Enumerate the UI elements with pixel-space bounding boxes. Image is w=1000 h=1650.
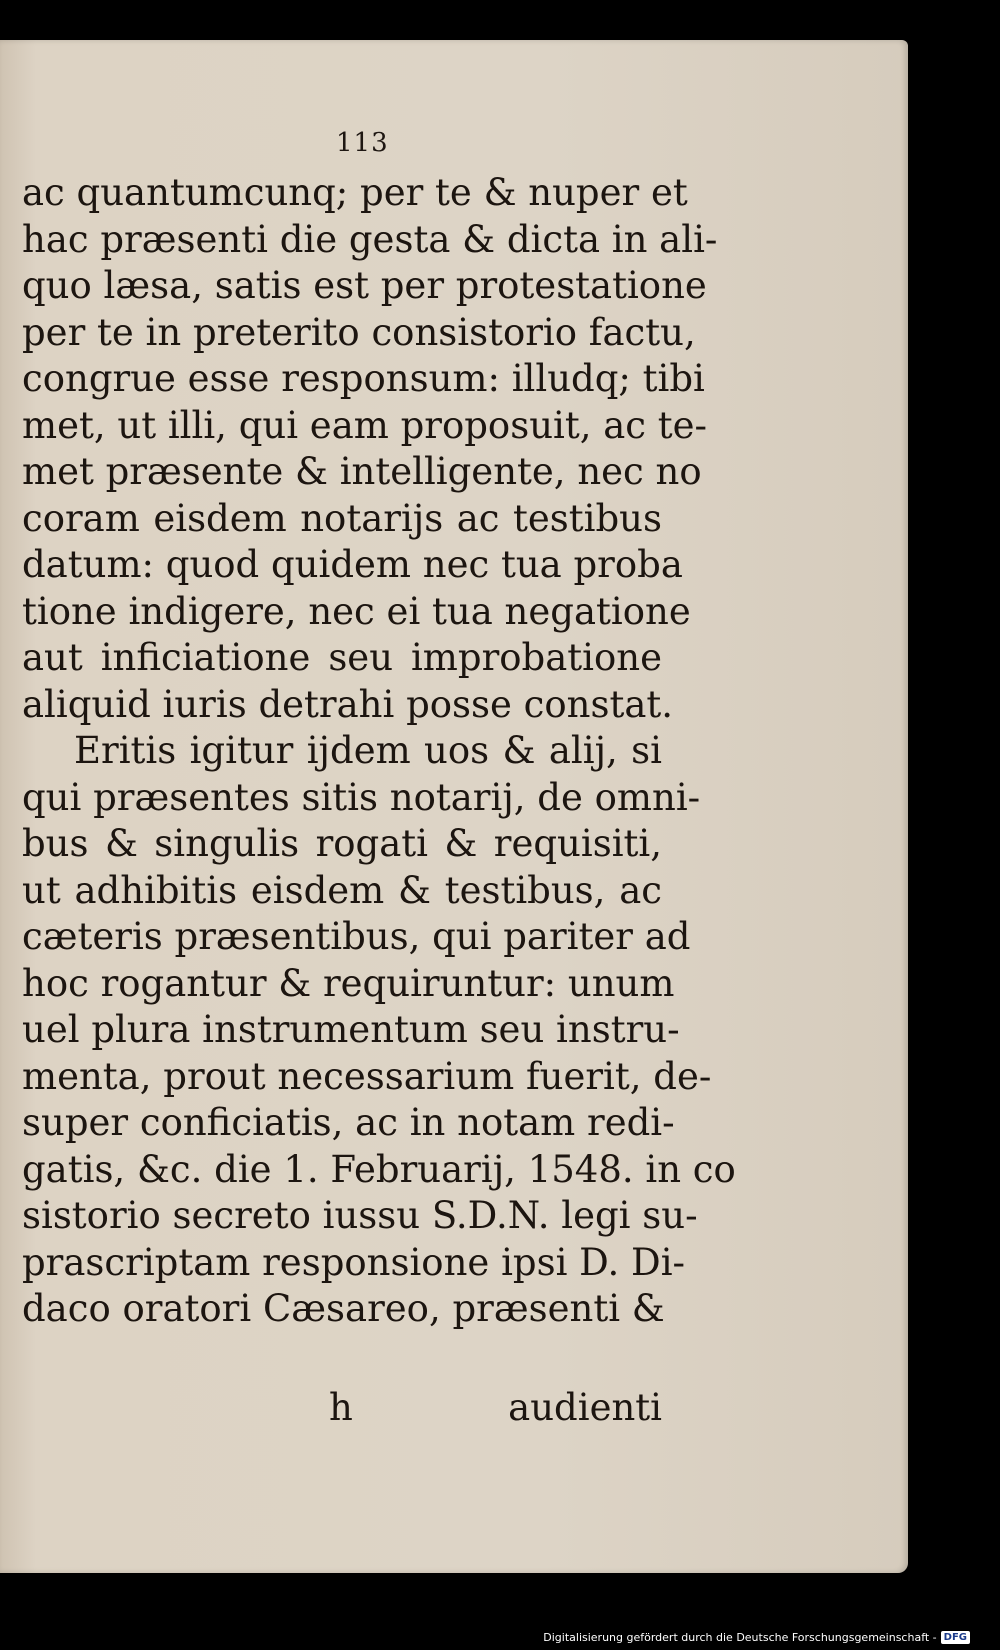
book-page bbox=[0, 40, 908, 1573]
text-line: qui præsentes sitis notarij, de omni- bbox=[22, 775, 701, 819]
page-number: 113 bbox=[336, 128, 389, 158]
dfg-logo: DFG bbox=[941, 1631, 970, 1644]
text-line: tione indigere, nec ei tua negatione bbox=[22, 589, 691, 633]
text-line: prascriptam responsione ipsi D. Di- bbox=[22, 1240, 686, 1284]
text-line: Eritis igitur ijdem uos & alij, si bbox=[74, 729, 662, 772]
text-line: sistorio secreto iussu S.D.N. legi su- bbox=[22, 1194, 698, 1237]
text-line: aut inficiatione seu improbatione bbox=[22, 636, 662, 679]
text-line: menta, prout necessarium fuerit, de- bbox=[22, 1054, 712, 1098]
text-line: met, ut illi, qui eam proposuit, ac te- bbox=[22, 403, 708, 447]
text-line: congrue esse responsum: illudq; tibi bbox=[22, 357, 705, 400]
page-footer bbox=[22, 1386, 662, 1432]
credit-text: Digitalisierung gefördert durch die Deutsche Forschungsgemeinschaft - bbox=[543, 1631, 937, 1644]
digitization-credit bbox=[543, 1631, 970, 1644]
catchword: audienti bbox=[508, 1386, 662, 1429]
text-line: met præsente & intelligente, nec no bbox=[22, 450, 702, 493]
text-line: per te in preterito consistorio factu, bbox=[22, 310, 696, 354]
text-line: ut adhibitis eisdem & testibus, ac bbox=[22, 868, 662, 912]
text-line: cæteris præsentibus, qui pariter ad bbox=[22, 915, 691, 958]
signature-mark: h bbox=[329, 1386, 353, 1429]
text-line: gatis, &c. die 1. Februarij, 1548. in co bbox=[22, 1147, 736, 1191]
text-line: bus & singulis rogati & requisiti, bbox=[22, 822, 662, 865]
text-line: hac præsenti die gesta & dicta in ali- bbox=[22, 217, 718, 261]
text-line: hoc rogantur & requiruntur: unum bbox=[22, 961, 675, 1005]
text-line: daco oratori Cæsareo, præsenti & bbox=[22, 1287, 665, 1330]
text-line: super conficiatis, ac in notam redi- bbox=[22, 1101, 675, 1144]
text-line: coram eisdem notarijs ac testibus bbox=[22, 496, 662, 540]
text-line: uel plura instrumentum seu instru- bbox=[22, 1008, 680, 1051]
text-line: datum: quod quidem nec tua proba bbox=[22, 543, 683, 586]
text-line: ac quantumcunq; per te & nuper et bbox=[22, 171, 688, 214]
text-line: quo læsa, satis est per protestatione bbox=[22, 264, 707, 307]
page-text bbox=[22, 170, 736, 1333]
text-line: aliquid iuris detrahi posse constat. bbox=[22, 682, 674, 726]
